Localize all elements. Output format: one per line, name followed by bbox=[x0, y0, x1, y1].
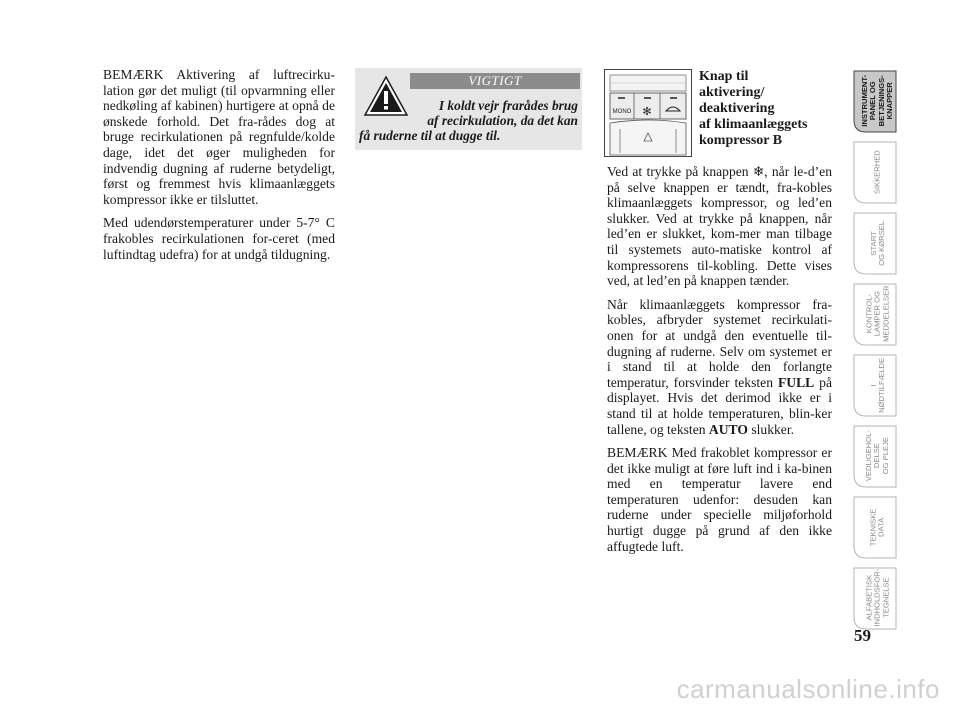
paragraph-outdoor-temperature: Med udendørstemperaturer under 5-7° C frakobles recirkulationen for-ceret (med luftindtag udefra) for at undgå tildugning. bbox=[103, 215, 335, 262]
tab-label-line: SIKKERHED bbox=[872, 150, 882, 194]
tab-label-line: TEKNISKE bbox=[868, 508, 878, 546]
tab-label-line: PANEL OG bbox=[868, 81, 878, 121]
text-run: Når klimaanlæggets kompressor fra-kobles, afbryder systemet recirkulati-onen for at undgå den eventuelle til-dugning af ruderne. Selv om systemet er i stand til at holde den forlangte temperatur, forsvinder teksten bbox=[607, 296, 832, 390]
tab-label-line: NØDTILFÆLDE bbox=[877, 357, 887, 413]
tab-label-line: KNAPPER bbox=[885, 82, 895, 120]
tab-label-line: BETJENINGS- bbox=[877, 75, 887, 127]
warning-header: VIGTIGT bbox=[410, 73, 580, 89]
snowflake-icon: ✻ bbox=[642, 106, 652, 118]
chapter-tab[interactable] bbox=[852, 567, 898, 631]
heading-line: kompressor B bbox=[699, 133, 783, 148]
warning-text bbox=[359, 98, 578, 143]
chapter-tab[interactable] bbox=[852, 496, 898, 560]
paragraph-button-press bbox=[607, 164, 832, 289]
tab-label bbox=[860, 567, 896, 629]
tab-label bbox=[860, 496, 896, 558]
left-text-column bbox=[103, 67, 335, 270]
paragraph-compressor-off bbox=[607, 297, 832, 437]
display-text-full: FULL bbox=[777, 374, 815, 390]
note-paragraph-recirculation: BEMÆRK Aktivering af luftrecirku-lation gør det muligt (til opvarmning eller nedkøling af kabinen) hurtigere at opnå de ønskede forhold. Det fra-rådes dog at bruge recirkulationen på regnfulde/kolde dage, idet det øger muligheden for indvendig dugning af ruderne betydeligt, først og fremmest hvis klimaanlæggets kompressor ikke er tilsluttet. bbox=[103, 67, 335, 207]
tab-label-line: VEDLIGEHOL- bbox=[864, 430, 874, 482]
heading-line: af klimaanlæggets bbox=[699, 117, 808, 132]
tab-label bbox=[860, 354, 896, 416]
tab-label bbox=[860, 425, 896, 487]
watermark: carmanualsonline.info bbox=[676, 674, 940, 704]
text-run: på displayet. Hvis det derimod ikke er i stand til at holde temperaturen, blin-ker tallene, og teksten bbox=[607, 374, 832, 437]
tab-label-line: ALFABETISK bbox=[864, 575, 874, 621]
text-run: Ved at trykke på knappen bbox=[607, 164, 753, 179]
text-run: , når le-d’en på selve knappen er tændt, fra-kobles klimaanlæggets kompressor, og led’en slukker. Ved at trykke på knappen, når led’en er slukket, kom-mer man tilbage til systemets auto-matiske kontrol af kompressorens til-kobling. Dette vises ved, at led’en på knappen tænder. bbox=[607, 164, 832, 289]
tab-label-line: TEGNELSE bbox=[881, 577, 891, 619]
heading-line: deaktivering bbox=[699, 101, 775, 116]
tab-label bbox=[860, 70, 896, 132]
warning-line: af recirkulation, da det kan bbox=[427, 113, 578, 128]
tab-label-line: LAMPER OG bbox=[872, 291, 882, 337]
warning-line: få ruderne til at dugge til. bbox=[359, 128, 501, 143]
tab-label-line: START bbox=[868, 230, 878, 256]
tab-label-line: DATA bbox=[877, 517, 886, 537]
tab-label-line: DELSE bbox=[872, 443, 882, 469]
chapter-tab[interactable] bbox=[852, 70, 898, 134]
chapter-tab[interactable] bbox=[852, 212, 898, 276]
chapter-tab[interactable] bbox=[852, 425, 898, 489]
tab-label-line: OG PLEJE bbox=[881, 437, 891, 475]
heading-line: aktivering/ bbox=[699, 85, 765, 100]
warning-line: I koldt vejr frarådes brug bbox=[438, 98, 578, 113]
tab-label-line: MEDDELELSER bbox=[881, 285, 891, 343]
section-heading bbox=[699, 69, 839, 149]
warning-box bbox=[355, 68, 582, 150]
tab-label-line: KONTROL- bbox=[864, 294, 874, 334]
page-number: 59 bbox=[854, 626, 871, 645]
chapter-tab[interactable] bbox=[852, 354, 898, 418]
compressor-button-illustration bbox=[604, 69, 692, 157]
display-text-auto: AUTO bbox=[708, 421, 748, 437]
text-run: slukker. bbox=[747, 421, 795, 437]
tab-label bbox=[860, 141, 896, 203]
tab-label bbox=[860, 283, 896, 345]
tab-label-line: INDHOLDSFOR- bbox=[872, 569, 882, 627]
tab-label-line: OG KØRSEL bbox=[877, 220, 887, 266]
chapter-tab[interactable] bbox=[852, 283, 898, 347]
right-text-column bbox=[607, 164, 832, 562]
snowflake-icon: ❄ bbox=[752, 164, 765, 179]
tab-label-line: INSTRUMENT- bbox=[860, 75, 870, 127]
note-paragraph-compressor: BEMÆRK Med frakoblet kompressor er det ikke muligt at føre luft ind i ka-binen med en temperatur lavere end temperaturen udenfor: desuden kan ruderne under specielle miljøforhold hurtigt dugge på grund af den ikke affugtede luft. bbox=[607, 445, 832, 554]
mono-label: MONO bbox=[612, 109, 632, 115]
heading-line: Knap til bbox=[699, 69, 749, 84]
tab-label-line: I bbox=[868, 383, 878, 387]
chapter-tab[interactable] bbox=[852, 141, 898, 205]
tab-label bbox=[860, 212, 896, 274]
